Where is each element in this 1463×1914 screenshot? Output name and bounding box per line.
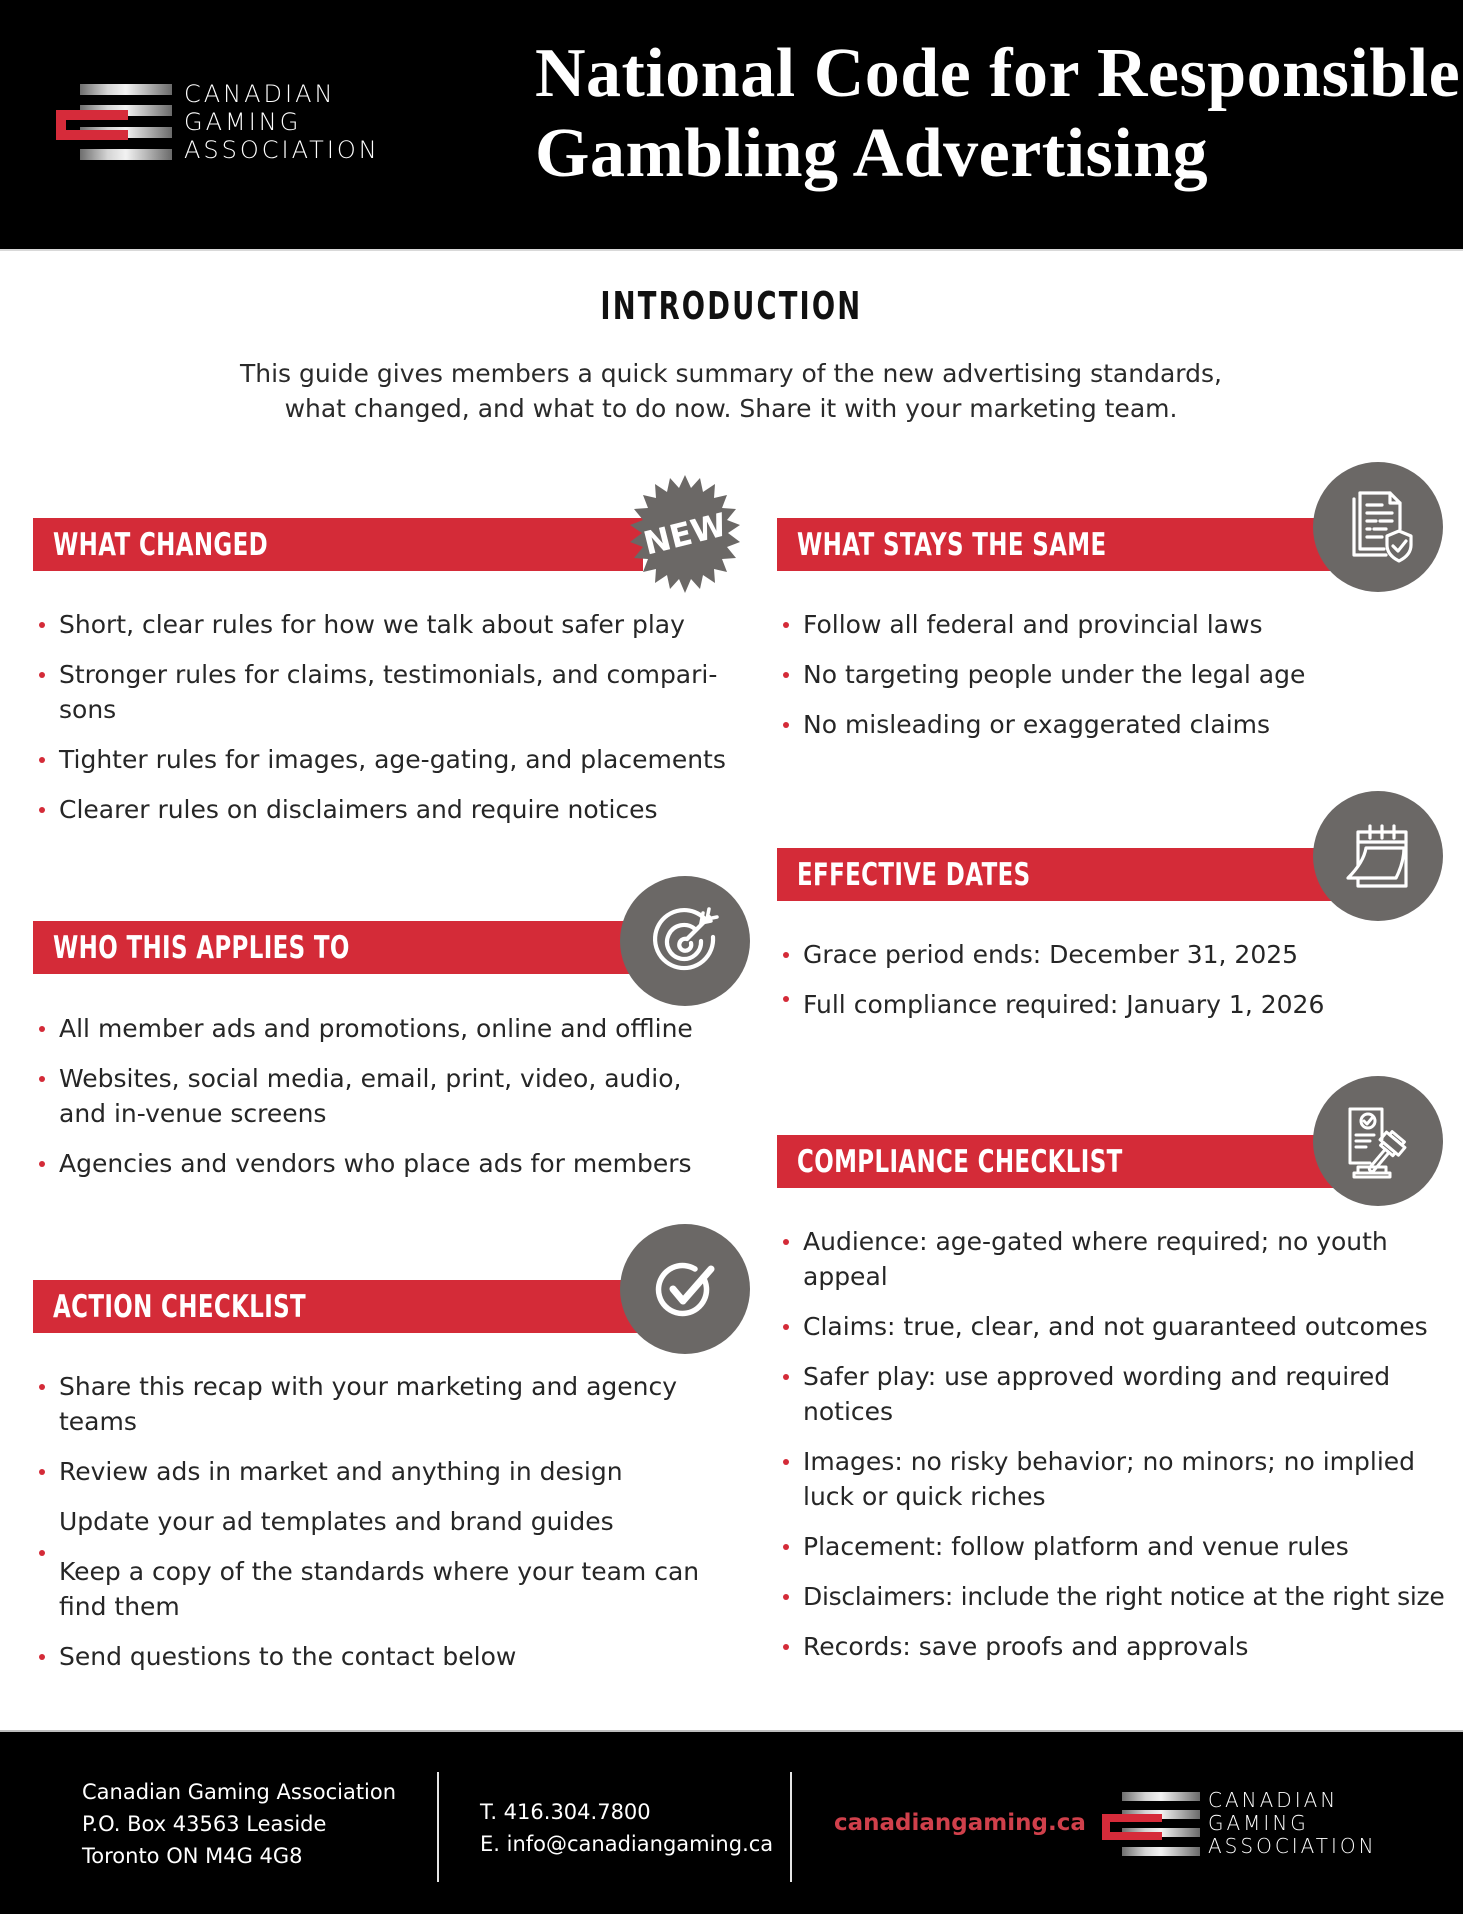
bullet-icon [39,1026,45,1032]
bullet-icon [783,1374,789,1380]
section-title: ACTION CHECKLIST [53,1289,307,1325]
section-bar [777,518,1337,571]
intro-line-1: This guide gives members a quick summary of the new advertising standards, [240,359,1222,388]
list-item: Grace period ends: December 31, 2025 [777,937,1437,972]
list-item: Placement: follow platform and venue rules [777,1529,1457,1564]
list-item: Agencies and vendors who place ads for members [33,1146,713,1181]
title-line-2: Gambling Advertising [535,115,1209,192]
list-item: Keep a copy of the standards where your team can find them [33,1554,723,1624]
action-checklist-list [33,1369,713,1689]
footer-address [82,1776,396,1872]
logo-text-line3: ASSOCIATION [184,136,380,164]
list-item: Claims: true, clear, and not guaranteed outcomes [777,1309,1457,1344]
list-item: Disclaimers: include the right notice at the right size [777,1579,1457,1614]
list-item: Tighter rules for images, age-gating, and placements [33,742,733,777]
bullet-icon [783,1644,789,1650]
bullet-icon [783,1324,789,1330]
footer-org-name: Canadian Gaming Association [82,1780,397,1804]
list-item: Safer play: use approved wording and required notices [777,1359,1417,1429]
document-shield-icon [1336,485,1420,569]
section-bar [33,921,643,974]
target-icon-badge [620,876,750,1006]
list-item: Stronger rules for claims, testimonials, and compari-sons [33,657,723,727]
what-changed-list [33,607,733,842]
section-title: WHAT STAYS THE SAME [797,527,1107,563]
bullet-icon [39,1550,45,1556]
list-item: No targeting people under the legal age [777,657,1437,692]
intro-line-2: what changed, and what to do now. Share it with your marketing team. [284,394,1178,423]
logo-text-line3: ASSOCIATION [1208,1834,1377,1858]
list-item: Send questions to the contact below [33,1639,713,1674]
bullet-icon [783,622,789,628]
list-item: Records: save proofs and approvals [777,1629,1457,1664]
bullet-icon [39,1161,45,1167]
logo-text-line2: GAMING [1208,1811,1309,1835]
effective-dates-list [777,937,1437,1037]
calendar-icon-badge [1313,791,1443,921]
intro-paragraph [231,356,1231,426]
section-title: WHO THIS APPLIES TO [53,930,350,966]
list-item: All member ads and promotions, online and offline [33,1011,713,1046]
bullet-icon [783,1239,789,1245]
section-title: WHAT CHANGED [53,527,269,563]
bullet-icon [39,807,45,813]
bullet-icon [39,622,45,628]
compliance-checklist-list [777,1224,1457,1679]
section-title: COMPLIANCE CHECKLIST [797,1144,1123,1180]
list-item: Update your ad templates and brand guides [59,1507,614,1536]
footer-email[interactable]: E. info@canadiangaming.ca [480,1832,774,1856]
target-icon [643,899,727,983]
list-item: Full compliance required: January 1, 2026 [777,987,1437,1022]
bullet-icon [39,1384,45,1390]
footer [0,1732,1463,1914]
footer-cga-logo [1122,1789,1377,1858]
footer-website-link[interactable]: canadiangaming.ca [834,1810,1086,1836]
footer-divider [437,1772,439,1882]
cga-logo [80,80,380,164]
list-item: Clearer rules on disclaimers and require notices [33,792,733,827]
title-line-1: National Code for Responsible [535,35,1461,112]
footer-divider [790,1772,792,1882]
bullet-icon [783,672,789,678]
document-shield-icon-badge [1313,462,1443,592]
calendar-icon [1336,814,1420,898]
bullet-icon [783,996,789,1002]
cga-logo-mark-icon [1122,1792,1200,1856]
check-circle-icon [643,1247,727,1331]
bullet-icon [39,757,45,763]
bullet-icon [783,1544,789,1550]
bullet-icon [39,672,45,678]
header [0,0,1463,249]
document-gavel-icon [1336,1099,1420,1183]
list-item: Review ads in market and anything in design [33,1454,713,1489]
list-item: Websites, social media, email, print, video, audio, and in-venue screens [33,1061,693,1131]
document-title [535,34,1460,194]
new-badge [620,466,750,602]
footer-address-line1: P.O. Box 43563 Leaside [82,1812,327,1836]
footer-phone[interactable]: T. 416.304.7800 [480,1800,651,1824]
footer-address-line2: Toronto ON M4G 4G8 [82,1844,303,1868]
section-bar [777,1135,1337,1188]
check-circle-icon-badge [620,1224,750,1354]
list-item: Short, clear rules for how we talk about safer play [33,607,733,642]
section-bar [777,848,1337,901]
who-applies-list [33,1011,713,1196]
bullet-icon [39,1076,45,1082]
intro-heading: INTRODUCTION [600,284,863,328]
document-gavel-icon-badge [1313,1076,1443,1206]
bullet-icon [783,1594,789,1600]
bullet-icon [783,722,789,728]
logo-text-line1: CANADIAN [1208,1788,1339,1812]
bullet-icon [39,1469,45,1475]
footer-contact [480,1796,773,1860]
logo-text-line1: CANADIAN [184,80,336,108]
list-item: No misleading or exaggerated claims [777,707,1437,742]
bullet-icon [783,1459,789,1465]
list-item: Images: no risky behavior; no minors; no implied luck or quick riches [777,1444,1437,1514]
bullet-icon [783,952,789,958]
section-bar [33,1280,643,1333]
list-item: Follow all federal and provincial laws [777,607,1437,642]
cga-logo-mark-icon [80,84,172,160]
logo-text-line2: GAMING [184,108,302,136]
list-item: Share this recap with your marketing and agency teams [33,1369,693,1439]
section-title: EFFECTIVE DATES [797,857,1031,893]
new-badge-label: NEW [639,505,731,563]
section-bar [33,518,643,571]
list-item: Audience: age-gated where required; no youth appeal [777,1224,1417,1294]
bullet-icon [39,1654,45,1660]
what-stays-list [777,607,1437,757]
